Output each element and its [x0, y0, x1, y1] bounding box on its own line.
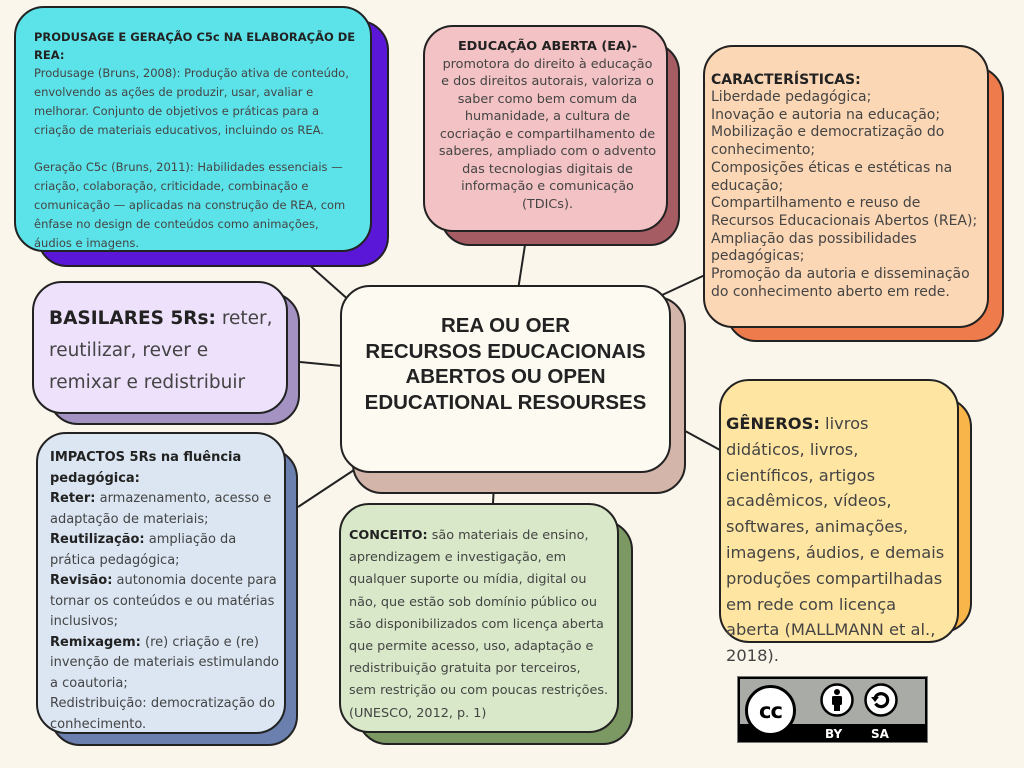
- cc-by-sa-badge[interactable]: [737, 676, 928, 743]
- impacto-item: [50, 571, 284, 633]
- connector-educacao: [518, 245, 525, 290]
- connector-caracteristicas: [660, 275, 705, 296]
- connector-impactos: [298, 466, 360, 507]
- educacao-title: EDUCAÇÃO ABERTA (EA)-: [457, 39, 638, 54]
- connector-basilares: [300, 362, 342, 366]
- produsage-text-1: Produsage (Bruns, 2008): Produção ativa de conteúdo, envolvendo as ações de produzir, usar, avaliar e melhorar. Conjunto de objetivos e práticas para a criação de materiais educativos, incluindo os REA.: [34, 66, 349, 137]
- caracteristica-item: Ampliação das possibilidades pedagógicas;: [711, 230, 917, 265]
- impacto-term: Revisão:: [50, 573, 113, 588]
- generos-text: livros didáticos, livros, científicos, artigos acadêmicos, vídeos, softwares, animações, imagens, áudios, e demais produções compartilhadas em rede com licença aberta (MALLMANN et al., 2018).: [726, 414, 945, 666]
- impactos-card: [36, 432, 286, 734]
- center-title-line: ABERTOS OU OPEN: [405, 365, 606, 388]
- impacto-item: [50, 530, 284, 571]
- caracteristica-item: Composições éticas e estéticas na educação;: [711, 159, 953, 194]
- impacto-term: Reter:: [50, 491, 96, 506]
- impacto-term: Reutilização:: [50, 532, 145, 547]
- center-title: [365, 313, 647, 415]
- sa-label: SA: [871, 727, 889, 741]
- basilares-text: reter, reutilizar, rever e remixar e redistribuir: [49, 308, 273, 393]
- impacto-desc: Redistribuição: democratização do conhecimento.: [50, 696, 276, 732]
- impacto-term: Remixagem:: [50, 634, 141, 650]
- basilares-card: [32, 281, 288, 414]
- impacto-item: [50, 489, 284, 530]
- conceito-card: [339, 503, 619, 733]
- center-card: [340, 285, 671, 473]
- impacto-desc: (re) criação e (re) invenção de materiais estimulando a coautoria;: [50, 634, 279, 691]
- center-title-line: EDUCATIONAL RESOURSES: [364, 390, 647, 414]
- share-alike-icon: [864, 683, 898, 717]
- caracteristicas-card: [703, 45, 989, 328]
- produsage-title: PRODUSAGE E GERAÇÃO C5c NA ELABORAÇÃO DE REA:: [34, 30, 356, 62]
- cc-logo-icon: [745, 685, 796, 736]
- generos-title: GÊNEROS:: [726, 414, 820, 433]
- attribution-person-icon: [820, 683, 854, 717]
- impacto-desc: ampliação da prática pedagógica;: [50, 532, 237, 568]
- caracteristicas-list: [711, 89, 981, 301]
- impacto-item: [50, 694, 284, 735]
- educacao-card: [423, 25, 668, 232]
- impacto-desc: autonomia docente para tornar os conteúdos e ou matérias inclusivos;: [50, 573, 277, 629]
- caracteristica-item: Liberdade pedagógica;: [711, 89, 872, 105]
- impacto-desc: armazenamento, acesso e adaptação de materiais;: [50, 491, 272, 527]
- caracteristicas-title: CARACTERÍSTICAS:: [711, 72, 861, 88]
- conceito-title: CONCEITO:: [349, 528, 428, 543]
- produsage-card: [14, 6, 372, 252]
- impactos-list: [50, 489, 284, 735]
- by-label: BY: [825, 727, 843, 741]
- caracteristica-item: Promoção da autoria e disseminação do conhecimento aberto em rede.: [711, 266, 970, 300]
- impactos-title: IMPACTOS 5Rs na fluência pedagógica:: [50, 450, 242, 486]
- produsage-text-2: Geração C5c (Bruns, 2011): Habilidades essenciais — criação, colaboração, criticidade, combinação e comunicação — aplicadas na construção de REA, com ênfase no design de conteúdos como animações, áudios e imagens.: [34, 160, 346, 250]
- impacto-item: [50, 633, 284, 695]
- cc-logo-text: cc: [759, 698, 782, 723]
- conceito-text: são materiais de ensino, aprendizagem e investigação, em qualquer suporte ou mídia, digital ou não, que estão sob domínio público ou são disponibilizados com licença aberta que permite acesso, uso, adaptação e redistribuição gratuita por terceiros, sem restrição ou com poucas restrições. (UNESCO, 2012, p. 1): [349, 528, 609, 721]
- educacao-text: promotora do direito à educação e dos direitos autorais, valoriza o saber como bem comum da humanidade, a cultura de cocriação e compartilhamento de saberes, ampliado com o advento das tecnologias digitais de informação e comunicação (TDICs).: [438, 56, 657, 212]
- generos-card: [719, 379, 959, 666]
- caracteristica-item: Mobilização e democratização do conhecimento;: [711, 124, 945, 159]
- basilares-title: BASILARES 5Rs:: [49, 308, 216, 329]
- center-title-line: RECURSOS EDUCACIONAIS: [365, 339, 646, 363]
- caracteristica-item: Inovação e autoria na educação;: [711, 106, 941, 123]
- center-title-line: REA OU OER: [440, 314, 571, 337]
- caracteristica-item: Compartilhamento e reuso de Recursos Educacionais Abertos (REA);: [711, 195, 978, 229]
